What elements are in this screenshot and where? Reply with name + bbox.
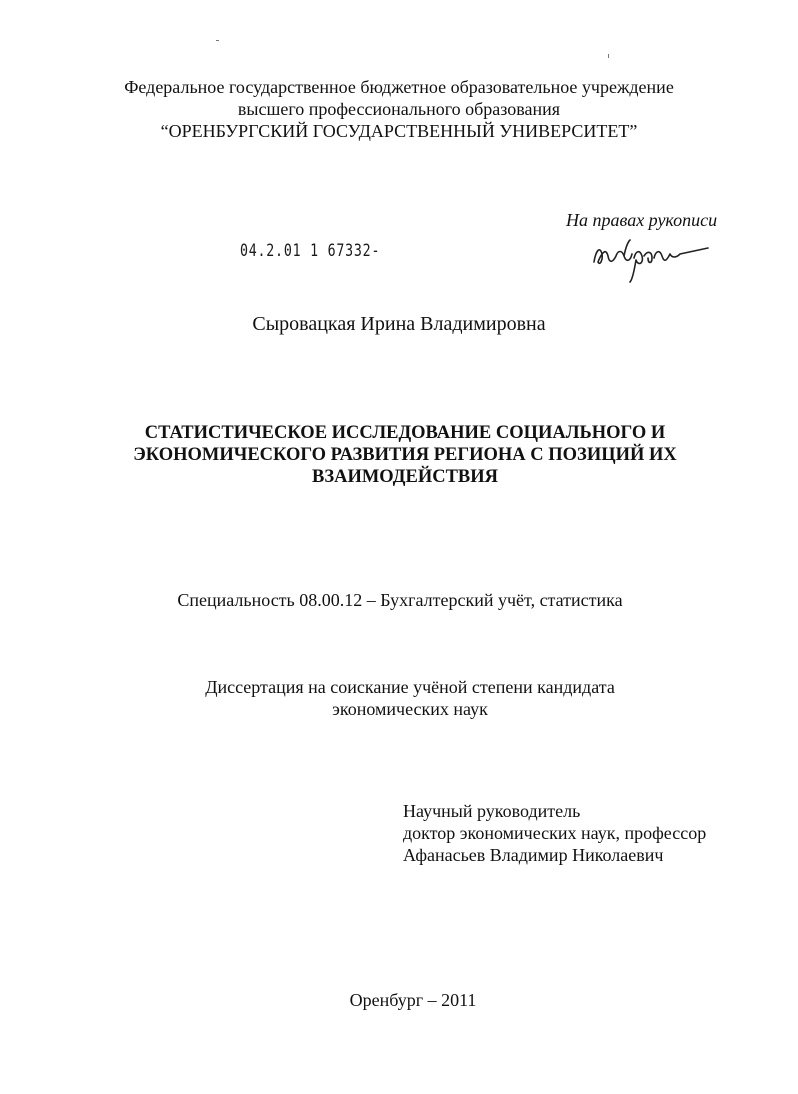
degree-line-2: экономических наук	[332, 699, 488, 719]
degree-statement	[0, 676, 798, 720]
title-line-3: ВЗАИМОДЕЙСТВИЯ	[311, 467, 499, 487]
specialty: Специальность 08.00.12 – Бухгалтерский учёт, статистика	[177, 590, 623, 610]
institution-line-1: Федеральное государственное бюджетное образовательное учреждение	[124, 77, 674, 97]
supervisor-degree: доктор экономических наук, профессор	[403, 823, 707, 843]
supervisor-name: Афанасьев Владимир Николаевич	[403, 845, 664, 865]
title-line-1: СТАТИСТИЧЕСКОЕ ИССЛЕДОВАНИЕ СОЦИАЛЬНОГО И	[144, 423, 666, 443]
author-name: Сыровацкая Ирина Владимировна	[252, 313, 546, 335]
handwritten-signature	[590, 232, 710, 284]
institution-line-2: высшего профессионального образования	[237, 99, 561, 119]
degree-line-1: Диссертация на соискание учёной степени кандидата	[205, 677, 615, 697]
institution-name: “ОРЕНБУРГСКИЙ ГОСУДАРСТВЕННЫЙ УНИВЕРСИТЕТ”	[160, 121, 638, 141]
dissertation-title	[100, 422, 710, 488]
title-line-2: ЭКОНОМИЧЕСКОГО РАЗВИТИЯ РЕГИОНА С ПОЗИЦИЙ ИХ	[133, 445, 677, 465]
supervisor-role: Научный руководитель	[403, 801, 581, 821]
scan-speck	[216, 40, 219, 41]
registration-stamp: 04.2.01 1 67332-	[240, 241, 381, 261]
supervisor-block	[403, 800, 706, 866]
scan-speck	[608, 54, 609, 58]
city-year: Оренбург – 2011	[349, 990, 477, 1010]
rights-note: На правах рукописи	[566, 210, 718, 230]
